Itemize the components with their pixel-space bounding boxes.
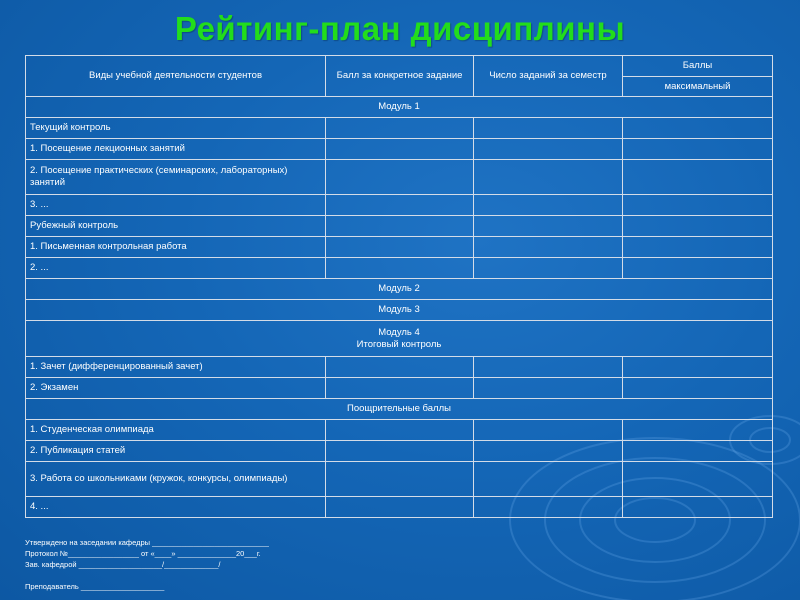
row-label: 1. Зачет (дифференцированный зачет)	[26, 357, 326, 378]
row-label: 2. Публикация статей	[26, 441, 326, 462]
table-row	[26, 237, 773, 258]
cell-points[interactable]	[326, 139, 474, 160]
cell-max[interactable]	[623, 357, 773, 378]
table-row	[26, 216, 773, 237]
cell-count[interactable]	[474, 237, 623, 258]
head-of-department-line: Зав. кафедрой ____________________/_____________/	[25, 560, 221, 569]
approved-line: Утверждено на заседании кафедры ____________________________	[25, 538, 269, 547]
table-row	[26, 497, 773, 518]
row-label: 1. Письменная контрольная работа	[26, 237, 326, 258]
cell-count[interactable]	[474, 378, 623, 399]
header-points: Баллы	[623, 56, 773, 77]
approval-footer	[25, 537, 269, 592]
bonus-points-label: Поощрительные баллы	[26, 399, 773, 420]
cell-points[interactable]	[326, 497, 474, 518]
table-row	[26, 195, 773, 216]
cell-points[interactable]	[326, 258, 474, 279]
header-points-per-task: Балл за конкретное задание	[326, 56, 474, 97]
header-points-max: максимальный	[623, 77, 773, 97]
cell-points[interactable]	[326, 195, 474, 216]
module-4-label: Модуль 4	[378, 326, 420, 338]
cell-max[interactable]	[623, 462, 773, 497]
row-label: 4. ...	[26, 497, 326, 518]
cell-max[interactable]	[623, 258, 773, 279]
cell-max[interactable]	[623, 378, 773, 399]
table-row	[26, 378, 773, 399]
cell-points[interactable]	[326, 216, 474, 237]
cell-count[interactable]	[474, 216, 623, 237]
section-row	[26, 279, 773, 300]
footer-spacer	[25, 570, 269, 581]
row-label: 3. ...	[26, 195, 326, 216]
table-row	[26, 139, 773, 160]
row-label: 2. Посещение практических (семинарских, лабораторных) занятий	[26, 160, 326, 195]
cell-count[interactable]	[474, 195, 623, 216]
section-row	[26, 300, 773, 321]
cell-max[interactable]	[623, 139, 773, 160]
cell-count[interactable]	[474, 118, 623, 139]
table-row	[26, 118, 773, 139]
cell-points[interactable]	[326, 237, 474, 258]
cell-count[interactable]	[474, 139, 623, 160]
cell-count[interactable]	[474, 160, 623, 195]
table-row	[26, 420, 773, 441]
cell-points[interactable]	[326, 357, 474, 378]
table-header-row	[26, 56, 773, 77]
cell-max[interactable]	[623, 118, 773, 139]
cell-max[interactable]	[623, 497, 773, 518]
cell-max[interactable]	[623, 216, 773, 237]
section-row	[26, 321, 773, 357]
teacher-line: Преподаватель ____________________	[25, 582, 165, 591]
row-label: Рубежный контроль	[26, 216, 326, 237]
cell-max[interactable]	[623, 160, 773, 195]
header-task-count: Число заданий за семестр	[474, 56, 623, 97]
table-row	[26, 160, 773, 195]
protocol-line: Протокол №_________________ от «____» ______________20___г.	[25, 549, 261, 558]
cell-max[interactable]	[623, 420, 773, 441]
module-2-label: Модуль 2	[26, 279, 773, 300]
row-label: 1. Студенческая олимпиада	[26, 420, 326, 441]
cell-max[interactable]	[623, 237, 773, 258]
page-title: Рейтинг-план дисциплины	[174, 10, 626, 47]
table-row	[26, 357, 773, 378]
cell-count[interactable]	[474, 462, 623, 497]
cell-points[interactable]	[326, 441, 474, 462]
cell-points[interactable]	[326, 160, 474, 195]
section-row	[26, 97, 773, 118]
cell-max[interactable]	[623, 195, 773, 216]
section-row	[26, 399, 773, 420]
rating-plan-table	[25, 55, 773, 518]
cell-count[interactable]	[474, 441, 623, 462]
final-control-label: Итоговый контроль	[356, 338, 442, 350]
module-1-label: Модуль 1	[26, 97, 773, 118]
row-label: 2. ...	[26, 258, 326, 279]
cell-count[interactable]	[474, 258, 623, 279]
cell-points[interactable]	[326, 118, 474, 139]
cell-points[interactable]	[326, 420, 474, 441]
cell-count[interactable]	[474, 420, 623, 441]
row-label: Текущий контроль	[26, 118, 326, 139]
cell-max[interactable]	[623, 441, 773, 462]
table-row	[26, 258, 773, 279]
table-row	[26, 441, 773, 462]
module-3-label: Модуль 3	[26, 300, 773, 321]
row-label: 2. Экзамен	[26, 378, 326, 399]
module-4-cell	[26, 321, 773, 357]
row-label: 3. Работа со школьниками (кружок, конкурсы, олимпиады)	[26, 462, 326, 497]
header-activity: Виды учебной деятельности студентов	[26, 56, 326, 97]
cell-count[interactable]	[474, 357, 623, 378]
cell-count[interactable]	[474, 497, 623, 518]
row-label: 1. Посещение лекционных занятий	[26, 139, 326, 160]
cell-points[interactable]	[326, 378, 474, 399]
table-row	[26, 462, 773, 497]
cell-points[interactable]	[326, 462, 474, 497]
